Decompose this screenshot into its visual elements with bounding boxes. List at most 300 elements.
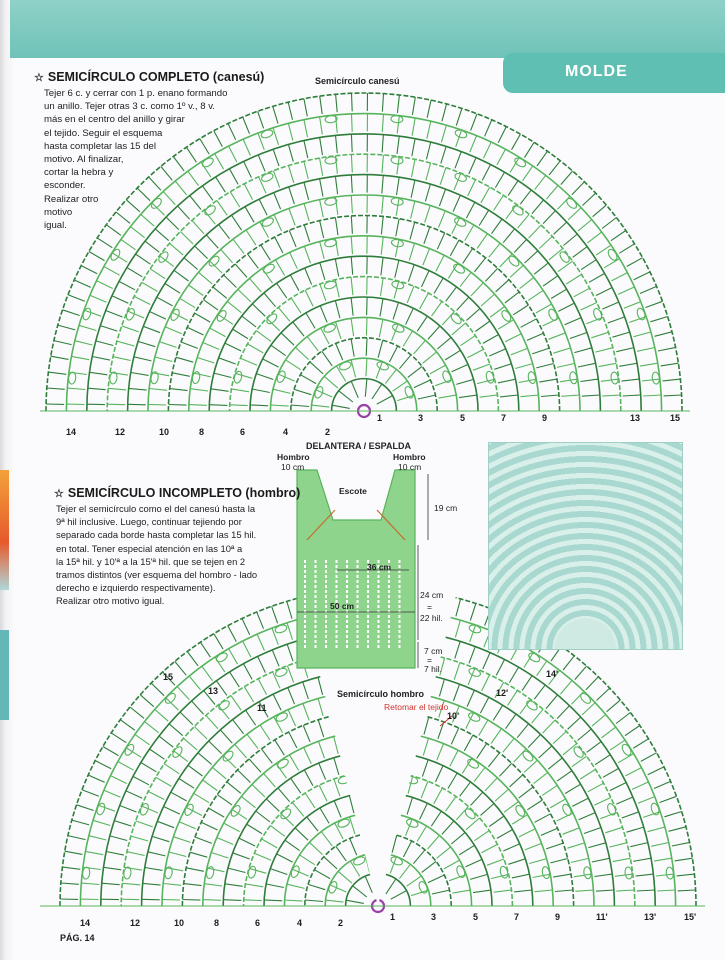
chart3-stitch — [131, 836, 148, 841]
chart3-stitch — [102, 883, 120, 885]
chart1-left-row-number: 4 — [283, 427, 289, 437]
chart3-stitch — [184, 738, 198, 750]
chart3-stitch — [470, 603, 476, 620]
chart3-stitch — [574, 874, 592, 877]
chart1-stitch — [381, 278, 384, 296]
chart3-stitch — [292, 802, 304, 816]
chart3-stitch — [588, 783, 604, 792]
chart3-top-left-row-number: 15 — [163, 672, 174, 682]
chart1-picot — [313, 385, 324, 399]
chart3-stitch — [525, 843, 542, 850]
chart1-stitch — [541, 395, 559, 397]
chart1-stitch — [320, 96, 323, 114]
chart3-stitch — [179, 779, 194, 789]
chart3-stitch — [175, 661, 187, 675]
chart3-picot — [164, 692, 177, 705]
chart1-stitch — [252, 389, 270, 393]
chart1-stitch — [396, 198, 399, 216]
chart3-stitch — [187, 652, 198, 666]
chart1-stitch — [411, 180, 415, 198]
chart1-stitch — [352, 114, 353, 132]
chart1-stitch — [289, 230, 296, 247]
chart1-stitch — [642, 379, 660, 381]
chart1-stitch — [602, 218, 616, 229]
chart3-stitch — [230, 672, 240, 687]
chart3-stitch — [292, 869, 309, 876]
chart1-stitch — [572, 182, 585, 195]
chart1-picot — [109, 372, 118, 385]
chart3-stitch — [225, 884, 243, 887]
chart3-stitch — [89, 836, 107, 840]
chart3-stitch — [278, 788, 290, 802]
chart1-stitch — [97, 238, 112, 248]
chart1-stitch — [335, 218, 338, 236]
chart1-stitch — [441, 125, 446, 142]
chart1-stitch — [546, 185, 558, 199]
chart1-stitch — [351, 298, 353, 316]
chart3-stitch — [630, 843, 648, 847]
chart3-stitch — [211, 853, 228, 859]
chart1-stitch — [159, 342, 176, 348]
chart3-stitch — [164, 807, 180, 815]
chart1-right-row-number: 1 — [377, 413, 383, 423]
chart3-stitch — [127, 852, 145, 856]
chart1-stitch — [525, 251, 538, 263]
chart1-stitch — [271, 405, 289, 406]
chart1-stitch — [250, 405, 268, 406]
chart3-stitch — [201, 822, 217, 830]
chart3-stitch — [155, 709, 169, 721]
chart3-picot — [279, 807, 292, 820]
chart1-stitch — [434, 278, 443, 294]
chart1-stitch — [129, 388, 147, 390]
chart3-stitch — [204, 884, 222, 886]
chart1-stitch — [397, 136, 399, 154]
chart1-stitch — [424, 227, 430, 244]
chart3-stitch — [111, 733, 126, 743]
chart1-stitch — [484, 142, 492, 158]
chart3-stitch — [266, 884, 284, 888]
chart3-left-row-number: 6 — [255, 918, 261, 928]
chart3-picot — [215, 651, 229, 663]
chart3-stitch — [180, 712, 193, 725]
chart1-stitch — [527, 333, 544, 340]
chart3-stitch — [110, 836, 127, 841]
chart1-stitch — [202, 186, 213, 201]
chart3-stitch — [491, 729, 501, 744]
chart3-stitch — [493, 705, 503, 720]
chart3-stitch — [190, 852, 207, 857]
chart3-stitch — [625, 726, 640, 736]
chart1-stitch — [558, 261, 573, 272]
chart3-stitch — [228, 626, 237, 642]
chart3-stitch — [632, 782, 648, 790]
chart3-left-row-number: 4 — [297, 918, 303, 928]
chart1-stitch — [351, 134, 352, 152]
chart1-stitch — [437, 233, 445, 250]
chart1-stitch — [213, 287, 227, 298]
chart3-stitch — [242, 619, 250, 635]
chart3-stitch — [421, 781, 428, 798]
chart3-stitch — [403, 841, 411, 857]
chart3-stitch — [648, 767, 664, 775]
chart3-stitch — [455, 641, 460, 658]
chart1-stitch — [377, 396, 393, 405]
chart3-stitch — [287, 623, 293, 640]
chart1-stitch — [619, 244, 634, 254]
chart3-stitch — [534, 685, 545, 699]
chart3-top-left-row-number: 13 — [208, 686, 219, 696]
chart1-stitch — [397, 116, 399, 134]
chart1-picot — [391, 323, 405, 334]
chart3-right-row-number: 11' — [596, 912, 608, 922]
chart3-right-row-number: 1 — [390, 912, 396, 922]
chart1-stitch — [75, 341, 93, 345]
chart3-stitch — [133, 776, 149, 784]
chart3-stitch — [541, 828, 558, 835]
equals-sign-1: = — [427, 602, 432, 612]
chart3-stitch — [641, 753, 657, 762]
chart1-stitch — [235, 264, 247, 278]
height-7-label: 7 cm — [424, 646, 443, 656]
chart1-stitch — [295, 347, 308, 359]
chart3-stitch — [260, 725, 270, 740]
chart1-stitch — [658, 347, 676, 351]
chart1-stitch — [519, 379, 537, 382]
chart1-stitch — [508, 181, 518, 196]
chart1-stitch — [450, 240, 459, 256]
chart1-stitch — [664, 395, 682, 396]
chart3-stitch — [497, 830, 513, 839]
chart1-stitch — [113, 357, 131, 361]
chart3-stitch — [485, 778, 497, 791]
chart3-stitch — [336, 846, 346, 861]
chart3-stitch — [519, 829, 535, 837]
chart1-stitch — [613, 332, 630, 337]
chart3-stitch — [524, 760, 537, 772]
chart3-stitch — [613, 858, 631, 861]
chart3-stitch — [319, 763, 326, 780]
chart1-stitch — [623, 395, 641, 396]
chart1-stitch — [67, 388, 85, 389]
chart3-stitch — [638, 797, 655, 804]
chart1-stitch — [163, 191, 175, 204]
chart3-stitch — [270, 869, 287, 875]
chart1-stitch — [422, 271, 430, 287]
chart1-stitch — [423, 352, 437, 363]
chart1-stitch — [525, 142, 535, 157]
chart3-stitch — [546, 695, 558, 709]
chart3-stitch — [572, 756, 587, 767]
chart1-stitch — [539, 379, 557, 382]
chart3-right-row-number: 5 — [473, 912, 479, 922]
chart3-stitch — [499, 763, 511, 776]
chart1-stitch — [536, 304, 552, 313]
chart3-stitch — [262, 749, 273, 763]
chart3-stitch — [142, 806, 159, 813]
chart1-stitch — [534, 263, 548, 274]
chart3-stitch — [512, 874, 530, 878]
chart3-picot — [337, 818, 351, 829]
chart1-stitch — [549, 161, 560, 175]
chart3-title: Semicírculo hombro — [337, 689, 425, 699]
chart1-stitch — [475, 321, 490, 332]
hombro-right-label: Hombro — [393, 452, 426, 462]
chart1-stitch — [320, 284, 326, 301]
chart3-stitch — [245, 884, 263, 887]
chart3-stitch — [483, 653, 490, 670]
chart3-picot — [229, 804, 241, 818]
chart1-stitch — [336, 344, 343, 361]
chart3-stitch — [307, 817, 318, 831]
chart1-stitch — [532, 348, 549, 354]
chart3-stitch — [88, 775, 105, 782]
chart3-stitch — [318, 699, 323, 716]
chart1-stitch — [248, 254, 259, 268]
section2-title — [54, 486, 300, 500]
chart1-stitch — [263, 359, 279, 367]
chart1-stitch — [306, 313, 315, 329]
chart1-stitch — [439, 395, 457, 398]
chart1-left-row-number: 14 — [66, 427, 77, 437]
chart3-stitch — [481, 804, 495, 816]
chart3-stitch — [587, 742, 602, 753]
chart3-stitch — [350, 839, 357, 856]
chart1-stitch — [561, 171, 573, 185]
chart3-stitch — [258, 656, 266, 672]
chart1-stitch — [578, 220, 592, 232]
chart3-stitch — [223, 755, 236, 768]
chart3-stitch — [217, 795, 232, 805]
chart3-stitch — [275, 740, 285, 755]
chart1-stitch — [155, 229, 169, 241]
chart3-stitch — [291, 778, 301, 793]
chart3-stitch — [487, 859, 504, 865]
chart3-stitch — [474, 767, 485, 781]
chart1-stitch — [505, 334, 521, 342]
chart3-picot — [352, 855, 366, 866]
chart3-stitch — [151, 683, 164, 696]
chart1-stitch — [97, 281, 113, 289]
chart3-stitch — [203, 780, 218, 791]
chart1-stitch — [514, 239, 526, 252]
chart1-right-row-number: 9 — [542, 413, 548, 423]
chart3-stitch — [407, 797, 412, 814]
chart1-stitch — [602, 395, 620, 396]
chart3-stitch — [677, 874, 695, 876]
chart3-stitch — [62, 867, 80, 869]
chart1-stitch — [580, 379, 598, 381]
chart1-stitch — [351, 360, 355, 378]
section2-instructions: Tejer el semicírculo como el del canesú hasta la 9ª hil inclusive. Luego, continuar tejiendo por separado cada borde hasta completar las 15 hil. en total. Tener especial atención en las 10ª a la 15ª hil. y 10'ª a la 15'ª hil. que se tejen en 2 tramos distintos (ver esquema del hombro - lado derecho e izquierdo respectivamente). Realizar otro motivo igual. — [56, 503, 258, 607]
chart3-stitch — [305, 793, 315, 808]
chart1-stitch — [288, 123, 293, 140]
chart1-stitch — [229, 169, 238, 185]
chart3-stitch — [575, 666, 587, 680]
chart1-stitch — [650, 317, 667, 322]
chart1-stitch — [320, 137, 323, 155]
chart1-stitch — [324, 376, 338, 388]
chart3-stitch — [618, 754, 634, 763]
chart3-stitch — [453, 684, 459, 701]
chart3-stitch — [437, 744, 444, 761]
chart3-stitch — [548, 758, 562, 769]
chart1-stitch — [435, 380, 452, 386]
chart1-stitch — [305, 290, 313, 306]
chart1-stitch — [489, 243, 500, 257]
chart1-stitch — [471, 283, 483, 296]
chart1-stitch — [611, 231, 626, 241]
chart3-stitch — [584, 828, 601, 834]
chart3-stitch — [432, 890, 450, 894]
chart3-stitch — [287, 644, 293, 661]
chart1-stitch — [230, 405, 248, 406]
chart3-stitch — [550, 799, 566, 808]
chart1-stitch — [622, 379, 640, 381]
chart3-stitch — [281, 813, 294, 826]
chart3-stitch — [454, 663, 460, 680]
chart1-stitch — [397, 157, 400, 175]
chart1-stitch — [560, 379, 578, 382]
chart1-stitch — [260, 222, 269, 238]
chart1-stitch — [320, 179, 323, 197]
chart3-stitch — [678, 890, 696, 891]
chart1-stitch — [277, 283, 287, 298]
chart1-picot — [323, 323, 337, 334]
chart3-stitch — [482, 675, 490, 691]
chart1-picot — [452, 262, 466, 274]
chart1-stitch — [393, 302, 398, 319]
chart3-stitch — [563, 828, 580, 835]
chart1-stitch — [599, 363, 617, 366]
chart1-stitch — [131, 373, 149, 376]
chart1-stitch — [195, 246, 208, 259]
chart3-stitch — [288, 710, 296, 726]
chart1-stitch — [320, 221, 324, 239]
chart1-stitch — [382, 135, 383, 153]
chart1-stitch — [515, 364, 532, 369]
chart3-stitch — [228, 868, 246, 872]
chart3-stitch — [239, 838, 255, 846]
chart3-stitch — [489, 816, 504, 827]
chart1-stitch — [211, 389, 229, 392]
chart3-stitch — [186, 868, 204, 872]
chart1-stitch — [304, 182, 309, 200]
chart1-stitch — [492, 219, 503, 234]
chart3-stitch — [575, 890, 593, 891]
chart3-picot — [217, 699, 231, 712]
chart1-stitch — [246, 230, 256, 245]
chart3-stitch — [539, 746, 552, 758]
chart3-stitch — [568, 717, 581, 729]
chart3-stitch — [648, 827, 665, 832]
chart3-stitch — [272, 606, 278, 623]
chart3-stitch — [596, 890, 614, 891]
chart1-stitch — [578, 363, 596, 367]
chart3-stitch — [450, 750, 458, 766]
chart1-stitch — [465, 225, 474, 241]
chart3-stitch — [636, 874, 654, 876]
chart1-stitch — [397, 177, 400, 195]
chart3-stitch — [148, 852, 166, 856]
chart1-stitch — [335, 176, 337, 194]
chart3-stitch — [68, 836, 86, 840]
hombro-right-cm: 10 cm — [398, 462, 422, 472]
chart1-stitch — [395, 260, 399, 278]
chart1-stitch — [320, 242, 325, 259]
chart1-stitch — [152, 203, 165, 216]
chart3-stitch — [428, 835, 440, 849]
chart3-stitch — [517, 724, 528, 738]
chart1-stitch — [595, 348, 613, 352]
chart3-stitch — [672, 842, 690, 846]
chart3-stitch — [519, 787, 533, 798]
chart1-stitch — [468, 180, 476, 196]
chart3-stitch — [272, 650, 279, 667]
chart1-picot — [276, 370, 287, 384]
chart1-stitch — [219, 225, 230, 239]
chart1-stitch — [231, 389, 249, 392]
chart1-stitch — [399, 355, 411, 369]
chart1-stitch — [157, 297, 173, 306]
chart1-stitch — [256, 374, 273, 380]
chart1-stitch — [618, 287, 634, 295]
chart3-stitch — [174, 751, 188, 762]
chart1-stitch — [463, 248, 473, 263]
schematic-title: DELANTERA / ESPALDA — [306, 441, 412, 451]
chart1-stitch — [428, 326, 440, 339]
chart1-stitch — [186, 147, 196, 162]
chart3-stitch — [223, 900, 241, 901]
chart3-stitch — [243, 664, 252, 680]
chart3-stitch — [470, 874, 487, 879]
chart1-stitch — [173, 157, 184, 171]
chart1-stitch — [227, 301, 241, 312]
chart1-stitch — [366, 358, 367, 376]
chart3-stitch — [664, 812, 681, 817]
chart3-stitch — [179, 822, 196, 829]
chart1-stitch — [336, 94, 338, 112]
chart1-stitch — [596, 288, 612, 296]
chart1-stitch — [420, 293, 429, 309]
chart3-stitch — [321, 832, 332, 846]
chart1-stitch — [51, 356, 69, 359]
chart3-stitch — [103, 747, 119, 756]
chart1-stitch — [198, 272, 212, 284]
chart1-stitch — [498, 320, 513, 329]
chart3-left-row-number: 10 — [174, 918, 185, 928]
chart1-stitch — [320, 200, 324, 218]
chart3-stitch — [622, 812, 639, 818]
chart3-stitch — [431, 811, 441, 826]
chart3-stitch — [466, 818, 480, 830]
chart1-stitch — [521, 319, 537, 328]
chart1-stitch — [412, 97, 415, 115]
chart3-stitch — [212, 767, 226, 779]
chart3-stitch — [627, 827, 644, 832]
chart1-stitch — [304, 99, 307, 117]
chart3-stitch — [567, 843, 584, 848]
chart3-stitch — [535, 814, 551, 823]
chart3-stitch — [553, 874, 571, 877]
chart3-stitch — [207, 868, 225, 872]
chart1-stitch — [643, 395, 661, 396]
chart1-stitch — [417, 316, 427, 331]
chart3-stitch — [152, 836, 169, 841]
chart3-stitch — [233, 720, 244, 734]
chart1-stitch — [155, 357, 172, 362]
chart1-stitch — [107, 404, 125, 405]
